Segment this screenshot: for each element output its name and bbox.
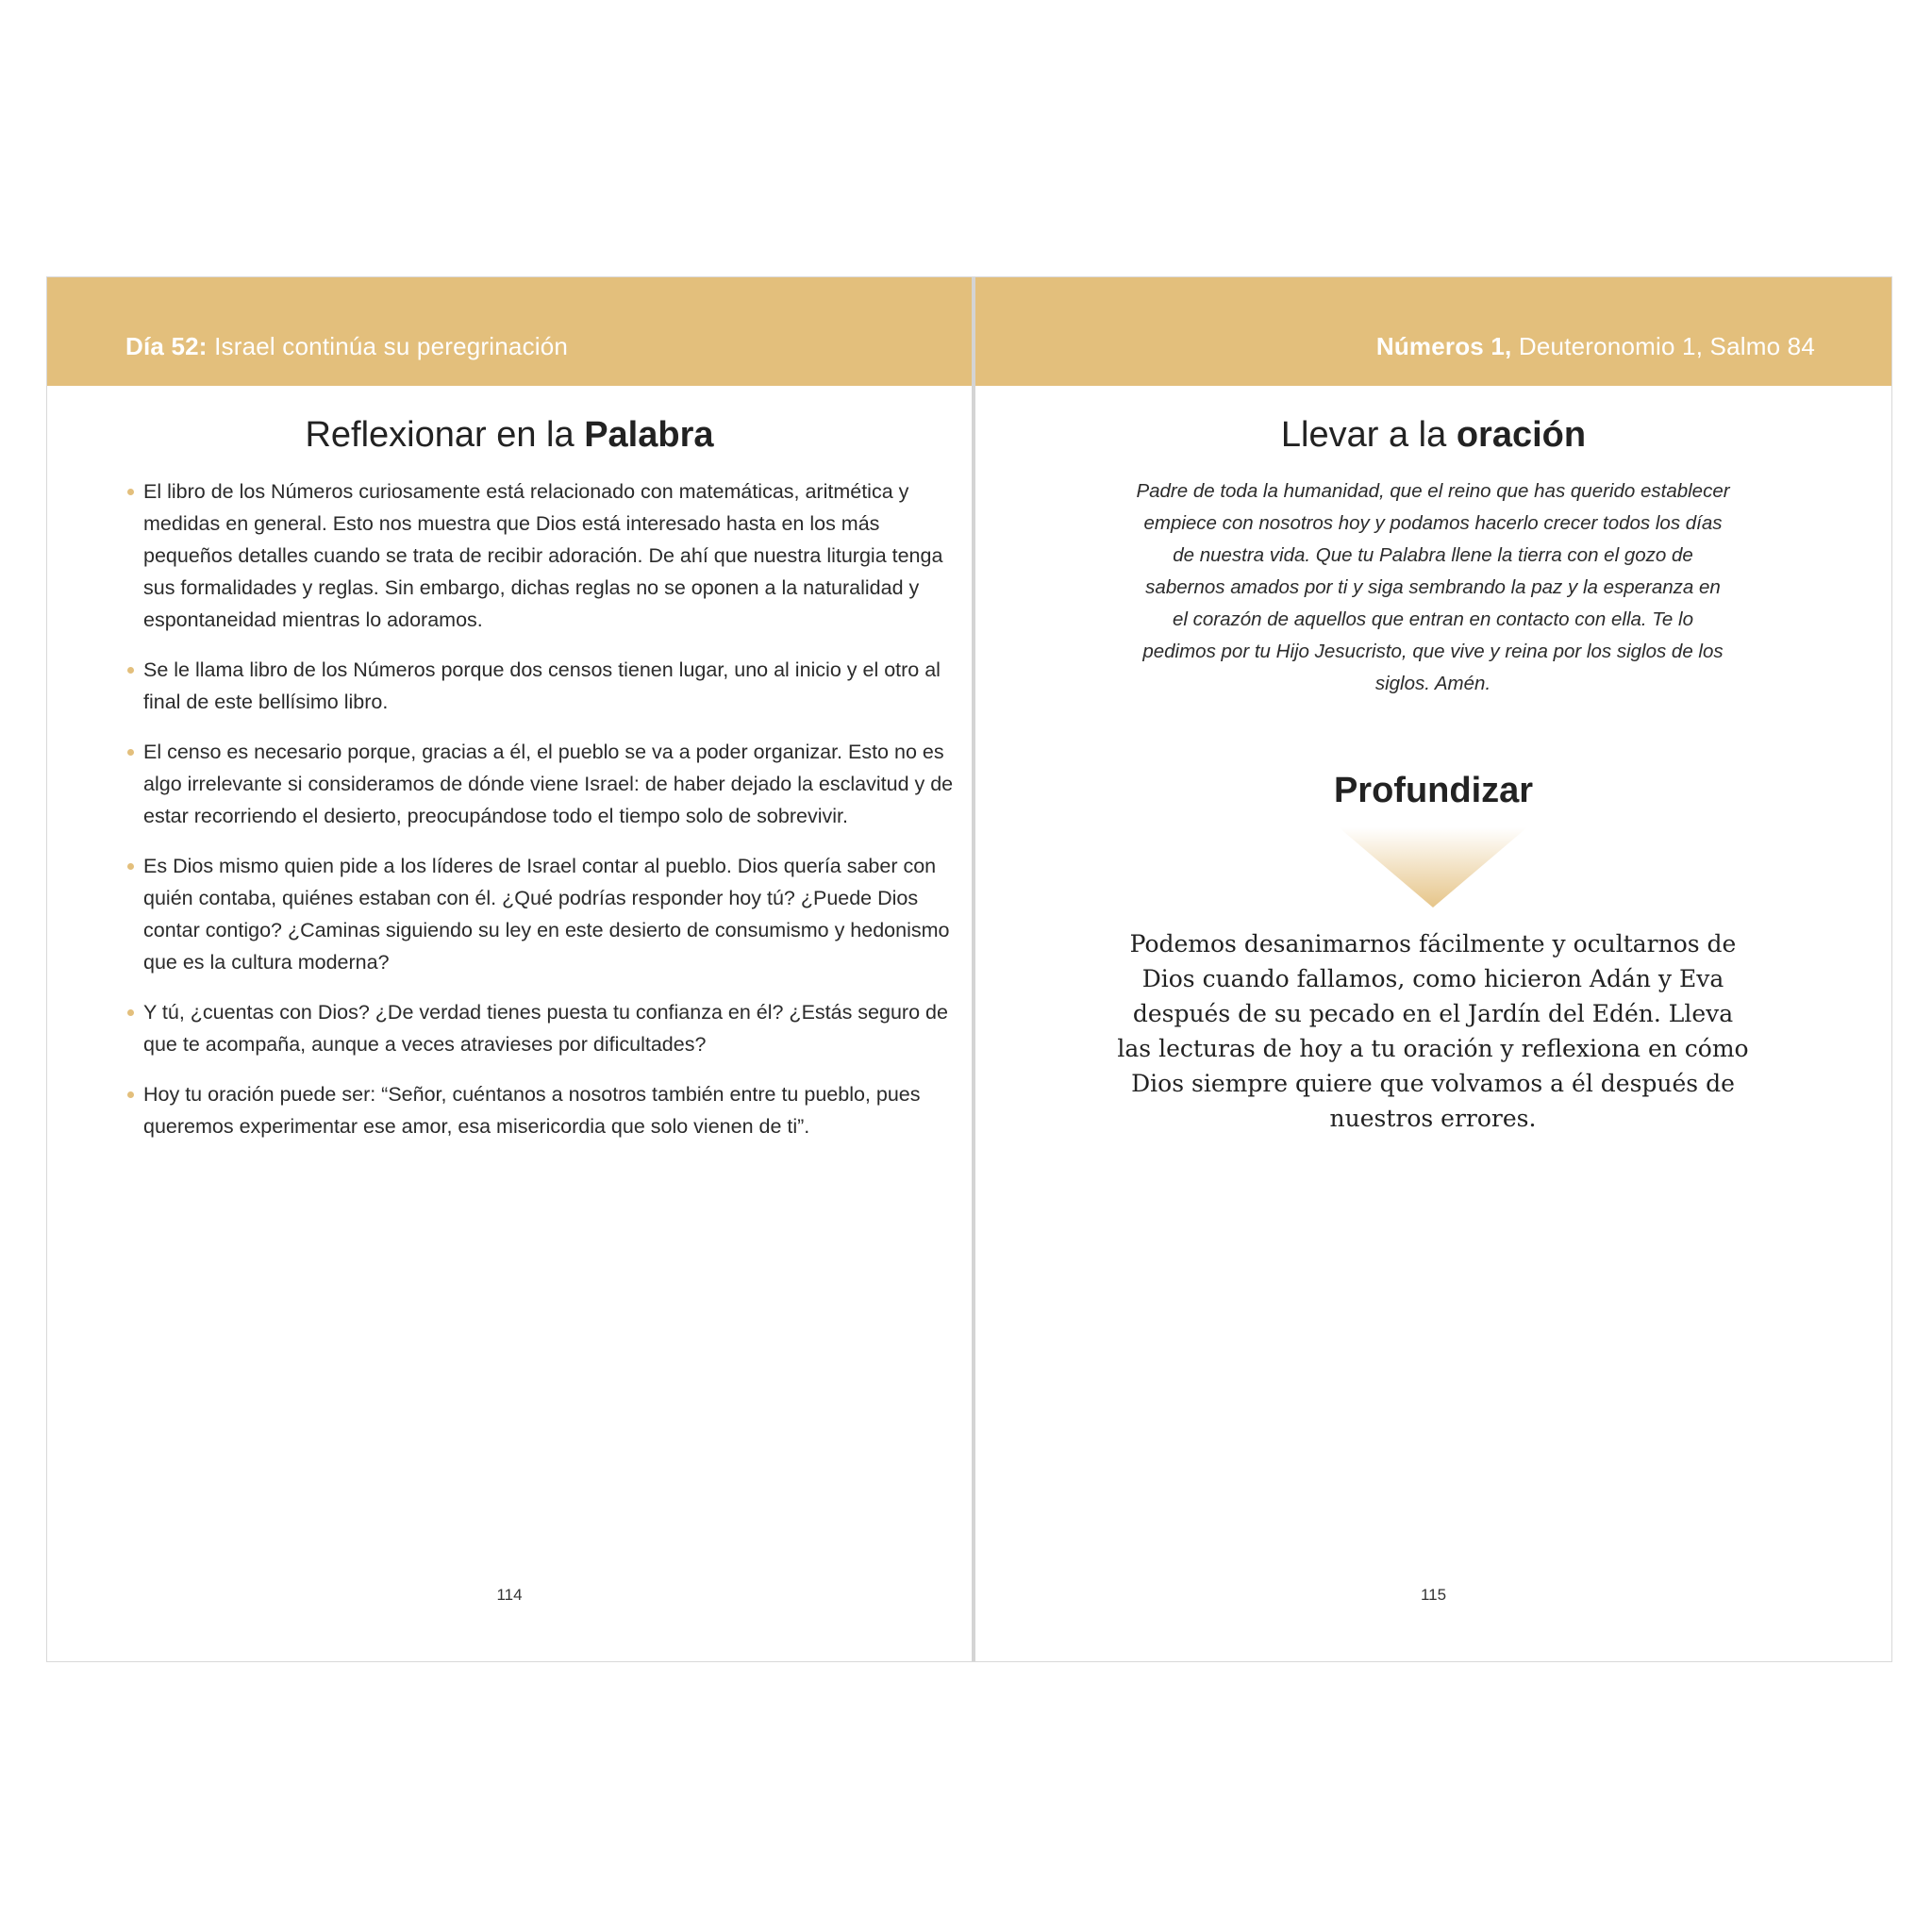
list-item	[143, 475, 955, 636]
day-label: Día 52:	[125, 332, 208, 360]
list-item-text: Y tú, ¿cuentas con Dios? ¿De verdad tienes puesta tu confianza en él? ¿Estás seguro de que te acompaña, aunque a veces atravieses por dificultades?	[143, 1001, 948, 1056]
bullet-dot-icon	[127, 749, 134, 756]
day-title: Israel continúa su peregrinación	[214, 332, 569, 360]
bullet-dot-icon	[127, 863, 134, 870]
list-item	[143, 850, 955, 978]
reading-bold: Números 1,	[1375, 332, 1512, 360]
list-item	[143, 1078, 955, 1142]
prayer-title-regular: Llevar a la	[1280, 415, 1447, 455]
left-header-band	[47, 277, 972, 386]
deepen-text: Podemos desanimarnos fácilmente y ocultarnos de Dios cuando fallamos, como hicieron Adán y Eva después de su pecado en el Jardín del Edén. Lleva las lecturas de hoy a tu oración y reflexiona en cómo Dios siempre quiere que volvamos a él después de nuestros errores.	[1117, 930, 1749, 1132]
chevron-down-icon	[1339, 827, 1527, 908]
page-number-right: 115	[1420, 1586, 1447, 1604]
list-item-text: El censo es necesario porque, gracias a él, el pueblo se va a poder organizar. Esto no es algo irrelevante si consideramos de dónde viene Israel: de haber dejado la esclavitud y de estar recorriendo el desierto, preocupándose todo el tiempo solo de sobrevivir.	[143, 741, 954, 827]
list-item-text: Se le llama libro de los Números porque dos censos tienen lugar, uno al inicio y el otro al final de este bellísimo libro.	[143, 658, 941, 713]
bullet-dot-icon	[127, 667, 134, 674]
bullet-dot-icon	[127, 1009, 134, 1016]
reading-rest: Deuteronomio 1, Salmo 84	[1518, 332, 1815, 360]
bullet-dot-icon	[127, 489, 134, 495]
list-item	[143, 996, 955, 1060]
prayer-text: Padre de toda la humanidad, que el reino que has querido establecer empiece con nosotros hoy y podamos hacerlo crecer todos los días de nuestra vida. Que tu Palabra llene la tierra con el gozo de sabernos amados por ti y siga sembrando la paz y la esperanza en el corazón de aquellos que entran en contacto con ella. Te lo pedimos por tu Hijo Jesucristo, que vive y reina por los siglos de los siglos. Amén.	[1136, 480, 1730, 694]
reflect-section-title	[47, 415, 972, 456]
list-item-text: El libro de los Números curiosamente está relacionado con matemáticas, aritmética y medidas en general. Esto nos muestra que Dios está interesado hasta en los más pequeños detalles cuando se trata de recibir adoración. De ahí que nuestra liturgia tenga sus formalidades y reglas. Sin embargo, dichas reglas no se oponen a la naturalidad y espontaneidad mientras lo adoramos.	[143, 480, 943, 631]
reflect-title-bold: Palabra	[584, 415, 714, 455]
right-page	[975, 277, 1891, 1661]
list-item	[143, 736, 955, 832]
list-item	[143, 654, 955, 718]
reflect-title-regular: Reflexionar en la	[305, 415, 575, 455]
left-page	[47, 277, 972, 1661]
bullet-dot-icon	[127, 1091, 134, 1098]
page-number-left: 114	[496, 1586, 523, 1604]
day-header	[125, 332, 568, 361]
prayer-title-bold: oración	[1456, 415, 1587, 455]
reflection-list	[143, 475, 955, 1160]
deepen-title: Profundizar	[1333, 771, 1534, 810]
reading-header	[1376, 332, 1815, 361]
list-item-text: Hoy tu oración puede ser: “Señor, cuéntanos a nosotros también entre tu pueblo, pues queremos experimentar ese amor, esa misericordia que solo vienen de ti”.	[143, 1083, 921, 1138]
list-item-text: Es Dios mismo quien pide a los líderes de Israel contar al pueblo. Dios quería saber con quién contaba, quiénes estaban con él. ¿Qué podrías responder hoy tú? ¿Puede Dios contar contigo? ¿Caminas siguiendo su ley en este desierto de consumismo y hedonismo que es la cultura moderna?	[143, 855, 950, 974]
right-header-band	[975, 277, 1891, 386]
book-spread	[46, 276, 1892, 1662]
prayer-section-title	[975, 415, 1891, 456]
